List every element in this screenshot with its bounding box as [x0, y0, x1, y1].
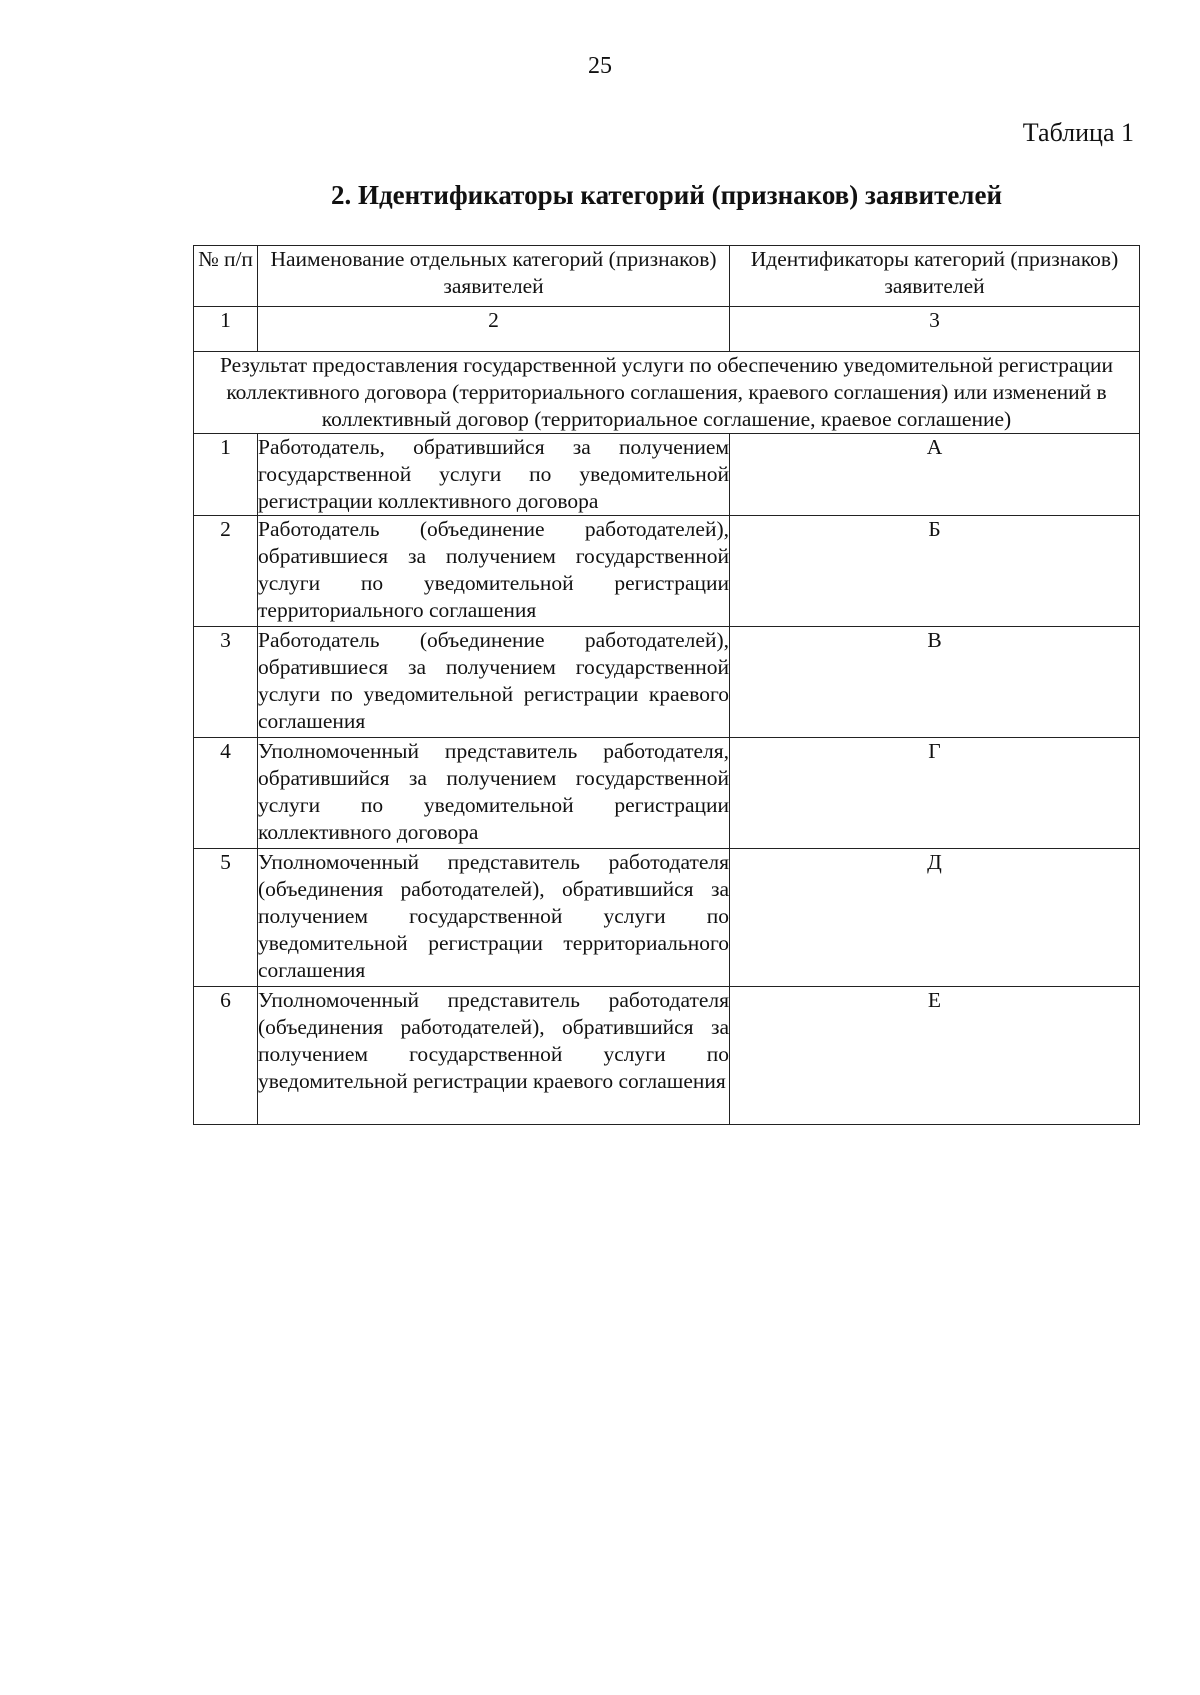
table-row — [194, 516, 1140, 627]
column-number: 1 — [194, 307, 258, 352]
row-identifier: В — [730, 627, 1140, 738]
row-identifier: Б — [730, 516, 1140, 627]
page-title: 2. Идентификаторы категорий (признаков) заявителей — [330, 180, 1003, 210]
section-row — [194, 352, 1140, 434]
table-header-row — [194, 246, 1140, 307]
section-title: Результат предоставления государственной услуги по обеспечению уведомительной регистрации коллективного договора (территориального соглашения, краевого соглашения) или изменений в коллективный договор (территориальное соглашение, краевое соглашение) — [194, 352, 1140, 434]
column-number: 3 — [730, 307, 1140, 352]
row-category-name: Работодатель (объединение работодателей), обратившиеся за получением государственной услуги по уведомительной регистрации территориального соглашения — [258, 516, 730, 627]
row-category-name: Работодатель, обратившийся за получением государственной услуги по уведомительной регистрации коллективного договора — [258, 434, 730, 516]
row-category-name: Уполномоченный представитель работодателя (объединения работодателей), обратившийся за получением государственной услуги по уведомительной регистрации краевого соглашения — [258, 987, 730, 1125]
row-identifier: Д — [730, 849, 1140, 987]
row-category-name: Уполномоченный представитель работодателя (объединения работодателей), обратившийся за получением государственной услуги по уведомительной регистрации территориального соглашения — [258, 849, 730, 987]
column-number: 2 — [258, 307, 730, 352]
table-row — [194, 434, 1140, 516]
table-row — [194, 849, 1140, 987]
row-category-name: Работодатель (объединение работодателей), обратившиеся за получением государственной услуги по уведомительной регистрации краевого соглашения — [258, 627, 730, 738]
table-label: Таблица 1 — [1022, 118, 1134, 147]
table-row — [194, 987, 1140, 1125]
row-identifier: Г — [730, 738, 1140, 849]
header-num: № п/п — [194, 246, 258, 307]
row-number: 4 — [194, 738, 258, 849]
row-identifier: А — [730, 434, 1140, 516]
header-name: Наименование отдельных категорий (признаков) заявителей — [258, 246, 730, 307]
table-row — [194, 627, 1140, 738]
page-number: 25 — [588, 53, 612, 79]
header-identifier: Идентификаторы категорий (признаков) заявителей — [730, 246, 1140, 307]
row-number: 5 — [194, 849, 258, 987]
applicant-categories-table — [193, 245, 1140, 1125]
row-number: 3 — [194, 627, 258, 738]
row-number: 6 — [194, 987, 258, 1125]
column-number-row — [194, 307, 1140, 352]
row-number: 2 — [194, 516, 258, 627]
row-category-name: Уполномоченный представитель работодателя, обратившийся за получением государственной услуги по уведомительной регистрации коллективного договора — [258, 738, 730, 849]
row-identifier: Е — [730, 987, 1140, 1125]
table-row — [194, 738, 1140, 849]
row-number: 1 — [194, 434, 258, 516]
